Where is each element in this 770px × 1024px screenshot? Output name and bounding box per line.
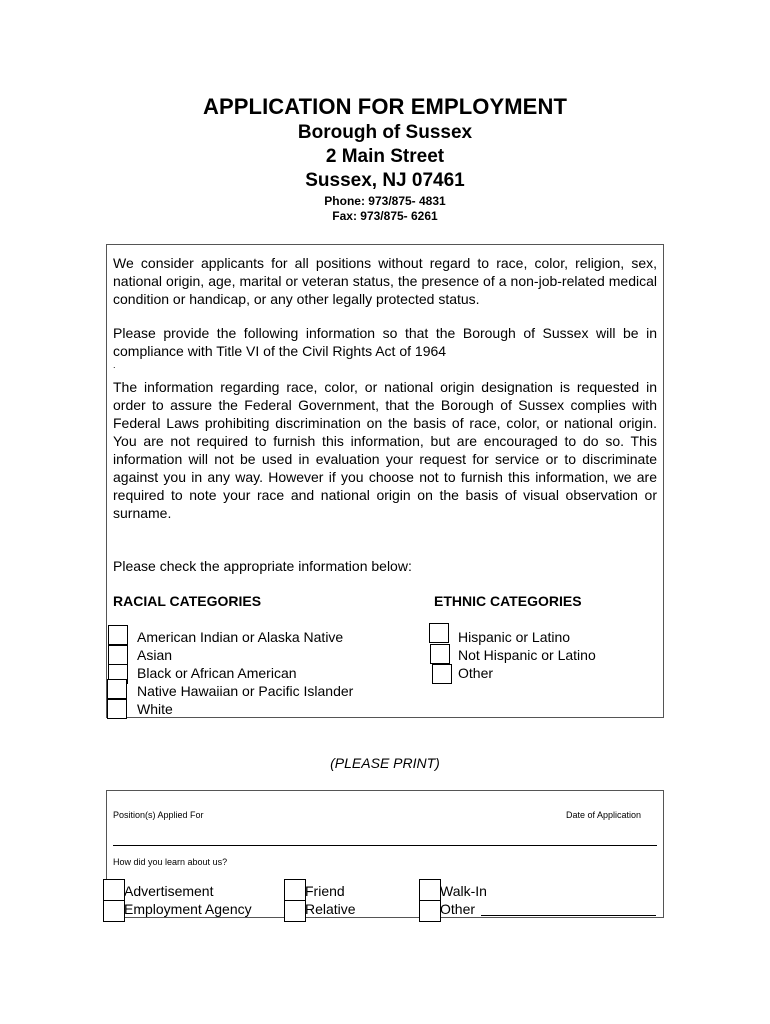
source-employment-agency: Employment Agency [124,901,252,917]
option-hispanic: Hispanic or Latino [458,629,571,645]
checkbox-friend[interactable] [284,879,306,901]
source-advertisement: Advertisement [124,883,214,899]
source-label: How did you learn about us? [113,857,228,867]
source-walk-in: Walk-In [440,883,487,899]
street-address: 2 Main Street [325,146,445,167]
source-friend: Friend [305,883,345,899]
option-white: White [137,701,173,717]
fax-number: Fax: 973/875- 6261 [332,209,438,223]
eeo-statement: We consider applicants for all positions without regard to race, color, religion, sex, national origin, age, marital or veteran status, the presence of a non-job-related medical condition or handicap, or any other legally protected status. [113,255,657,307]
checkbox-source-other[interactable] [419,900,441,922]
city-state-zip: Sussex, NJ 07461 [305,170,465,191]
option-not-hispanic: Not Hispanic or Latino [458,647,596,663]
position-entry-line[interactable] [113,845,657,846]
form-title: APPLICATION FOR EMPLOYMENT [203,94,567,119]
checkbox-native-hawaiian[interactable] [107,679,127,699]
checkbox-relative[interactable] [284,900,306,922]
please-print-note: (PLEASE PRINT) [330,755,440,771]
option-asian: Asian [137,647,173,663]
option-ethnic-other: Other [458,665,494,681]
checkbox-white[interactable] [107,699,127,719]
source-other: Other [440,901,476,917]
phone-number: Phone: 973/875- 4831 [324,194,446,208]
checkbox-advertisement[interactable] [103,879,125,901]
checkbox-hispanic[interactable] [429,623,449,643]
checkbox-american-indian[interactable] [108,625,128,645]
option-black: Black or African American [137,665,297,681]
checkbox-asian[interactable] [108,645,128,665]
date-label: Date of Application [566,810,642,820]
source-relative: Relative [305,901,356,917]
stray-period: . [113,360,116,370]
option-american-indian: American Indian or Alaska Native [137,629,344,645]
checkbox-walk-in[interactable] [419,879,441,901]
racial-categories-heading: RACIAL CATEGORIES [113,593,262,609]
checkbox-not-hispanic[interactable] [430,644,450,664]
position-label: Position(s) Applied For [113,810,204,820]
check-instruction: Please check the appropriate information below: [113,558,412,574]
checkbox-employment-agency[interactable] [103,900,125,922]
checkbox-ethnic-other[interactable] [432,664,452,684]
other-source-entry-line[interactable] [481,915,656,916]
ethnic-categories-heading: ETHNIC CATEGORIES [434,593,582,609]
organization-name: Borough of Sussex [297,122,473,143]
information-purpose-statement: The information regarding race, color, or national origin designation is requested in order to assure the Federal Government, that the Borough of Sussex complies with Federal Laws prohibiting discrimination on the basis of race, color, or national origin. You are not required to furnish this information, but are encouraged to do so. This information will not be used in evaluation your request for service or to discriminate against you in any way. However if you choose not to furnish this information, we are required to note your race and national origin on the basis of visual observation or surname. [113,379,657,521]
option-native-hawaiian: Native Hawaiian or Pacific Islander [137,683,354,699]
title-vi-statement: Please provide the following information so that the Borough of Sussex will be in compliance with Title VI of the Civil Rights Act of 1964 [113,325,657,359]
